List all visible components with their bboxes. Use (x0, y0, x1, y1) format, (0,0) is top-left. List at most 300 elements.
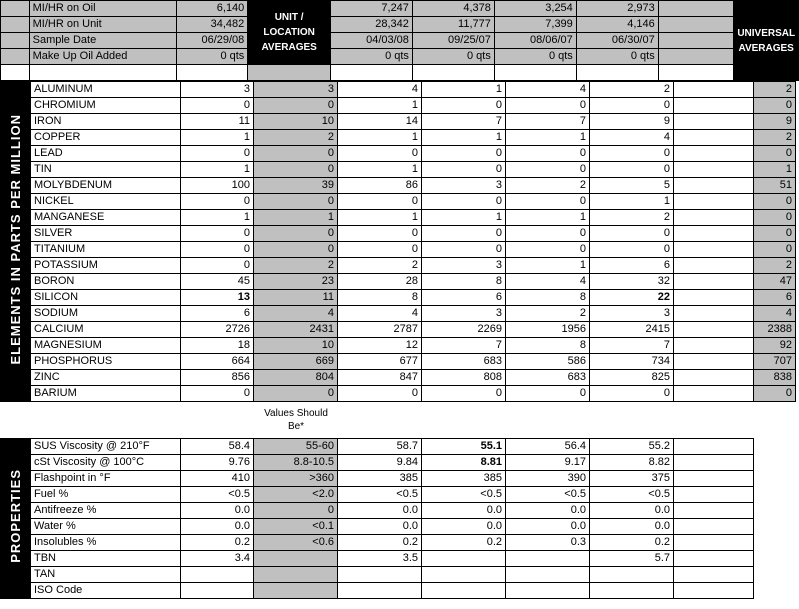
value-cell: 0 (181, 226, 254, 242)
value-cell (590, 567, 674, 583)
value-cell: 4 (506, 274, 590, 290)
table-row (1, 487, 754, 503)
value-cell: 0 (590, 146, 674, 162)
value-cell: 2 (338, 258, 422, 274)
value-cell: 0.0 (590, 503, 674, 519)
element-name: TIN (31, 162, 181, 178)
value-cell: 2,973 (576, 1, 658, 17)
value-cell: 1 (338, 98, 422, 114)
empty-cell (658, 49, 734, 65)
value-cell: 8 (506, 338, 590, 354)
universal-average-cell: 707 (754, 354, 796, 370)
unit-average-cell: 2 (254, 130, 338, 146)
value-cell: 58.7 (338, 439, 422, 455)
empty-cell (330, 65, 412, 81)
value-cell: 0 qts (176, 49, 248, 65)
universal-average-cell: 47 (754, 274, 796, 290)
element-name: NICKEL (31, 194, 181, 210)
property-name: Flashpoint in °F (31, 471, 181, 487)
unit-average-cell: 0 (254, 162, 338, 178)
side-cell (1, 49, 30, 65)
unit-average-cell: 3 (254, 82, 338, 98)
element-name: CALCIUM (31, 322, 181, 338)
value-cell: 0.0 (506, 519, 590, 535)
value-cell: 8 (506, 290, 590, 306)
value-cell: 0.0 (181, 503, 254, 519)
side-cell (1, 33, 30, 49)
universal-average-cell: 1 (754, 162, 796, 178)
table-row (1, 583, 754, 599)
value-cell: 9 (590, 114, 674, 130)
empty-cell (248, 65, 331, 81)
table-row (1, 354, 796, 370)
element-name: ALUMINUM (31, 82, 181, 98)
empty-cell (176, 65, 248, 81)
value-cell: 0 (338, 194, 422, 210)
empty-cell (674, 114, 754, 130)
value-cell: 06/29/08 (176, 33, 248, 49)
value-cell: 0 (338, 242, 422, 258)
empty-cell (1, 65, 30, 81)
value-cell: 1 (590, 194, 674, 210)
value-cell: 2415 (590, 322, 674, 338)
value-cell: 390 (506, 471, 590, 487)
universal-average-cell: 9 (754, 114, 796, 130)
should-be-cell: 0 (254, 503, 338, 519)
property-name: Water % (31, 519, 181, 535)
value-cell: 0.0 (338, 519, 422, 535)
element-name: TITANIUM (31, 242, 181, 258)
unit-average-cell: 2 (254, 258, 338, 274)
value-cell: 32 (590, 274, 674, 290)
value-cell: 4 (338, 82, 422, 98)
value-cell: 0 (422, 146, 506, 162)
value-cell (506, 551, 590, 567)
value-cell: 8 (338, 290, 422, 306)
table-row (1, 455, 754, 471)
value-cell: 0.0 (422, 519, 506, 535)
value-cell: 1 (181, 162, 254, 178)
element-name: MANGANESE (31, 210, 181, 226)
value-cell: 0 (506, 162, 590, 178)
table-row (1, 65, 799, 81)
value-cell: 7,399 (494, 17, 576, 33)
value-cell: 1 (422, 82, 506, 98)
value-cell: 0 (422, 386, 506, 402)
value-cell: 0.2 (181, 535, 254, 551)
table-row (1, 146, 796, 162)
value-cell: 55.1 (422, 439, 506, 455)
value-cell: 0 (422, 194, 506, 210)
properties-table (0, 438, 754, 599)
value-cell: 13 (181, 290, 254, 306)
table-row (1, 471, 754, 487)
table-row (1, 258, 796, 274)
empty-cell (674, 130, 754, 146)
value-cell: 0 (506, 242, 590, 258)
value-cell: 3 (181, 82, 254, 98)
element-name: SILVER (31, 226, 181, 242)
value-cell: 7 (422, 114, 506, 130)
value-cell (422, 551, 506, 567)
table-row (1, 178, 796, 194)
empty-cell (674, 82, 754, 98)
unit-average-cell: 0 (254, 98, 338, 114)
value-cell: 8.82 (590, 455, 674, 471)
table-row (1, 338, 796, 354)
table-row (1, 386, 796, 402)
element-name: POTASSIUM (31, 258, 181, 274)
should-be-cell (254, 567, 338, 583)
value-cell: 1 (506, 130, 590, 146)
empty-cell (674, 535, 754, 551)
empty-cell (674, 439, 754, 455)
value-cell: 2726 (181, 322, 254, 338)
value-cell: 7 (506, 114, 590, 130)
value-cell: 06/30/07 (576, 33, 658, 49)
property-name: TBN (31, 551, 181, 567)
value-cell: 34,482 (176, 17, 248, 33)
elements-table (0, 81, 796, 402)
empty-cell (29, 65, 176, 81)
value-cell: 1 (181, 130, 254, 146)
value-cell: 45 (181, 274, 254, 290)
table-row (1, 98, 796, 114)
table-row (1, 322, 796, 338)
unit-averages-header: UNIT / LOCATION AVERAGES (248, 1, 331, 65)
should-be-cell (254, 551, 338, 567)
table-row (1, 503, 754, 519)
table-row (1, 226, 796, 242)
value-cell: 3,254 (494, 1, 576, 17)
value-cell: 28,342 (330, 17, 412, 33)
value-cell: 04/03/08 (330, 33, 412, 49)
value-cell: 3 (422, 306, 506, 322)
value-cell: 0.2 (422, 535, 506, 551)
table-row (1, 567, 754, 583)
value-cell: 0 (422, 242, 506, 258)
empty-cell (674, 370, 754, 386)
empty-cell (674, 242, 754, 258)
empty-cell (674, 162, 754, 178)
value-cell: 1 (181, 210, 254, 226)
value-cell: 683 (422, 354, 506, 370)
empty-cell (674, 210, 754, 226)
value-cell: 5.7 (590, 551, 674, 567)
value-cell: 0.2 (338, 535, 422, 551)
unit-average-cell: 0 (254, 242, 338, 258)
unit-average-cell: 10 (254, 338, 338, 354)
value-cell: <0.5 (422, 487, 506, 503)
should-be-cell: 55-60 (254, 439, 338, 455)
empty-cell (674, 322, 754, 338)
value-cell: 375 (590, 471, 674, 487)
properties-side-text: PROPERTIES (8, 469, 23, 563)
value-cell: 0 (590, 162, 674, 178)
empty-cell (674, 258, 754, 274)
value-cell: 7,247 (330, 1, 412, 17)
universal-average-cell: 4 (754, 306, 796, 322)
value-cell: 0 (422, 226, 506, 242)
empty-cell (674, 567, 754, 583)
unit-average-cell: 4 (254, 306, 338, 322)
element-name: COPPER (31, 130, 181, 146)
value-cell: 11,777 (412, 17, 494, 33)
property-name: SUS Viscosity @ 210°F (31, 439, 181, 455)
universal-average-cell: 0 (754, 242, 796, 258)
value-cell: 0 (422, 98, 506, 114)
value-cell: 808 (422, 370, 506, 386)
table-row (1, 194, 796, 210)
empty-cell (412, 65, 494, 81)
universal-average-cell: 0 (754, 386, 796, 402)
value-cell: 0 qts (412, 49, 494, 65)
value-cell: 0 (181, 194, 254, 210)
value-cell: 8 (422, 274, 506, 290)
value-cell: 664 (181, 354, 254, 370)
value-cell: 0 (422, 162, 506, 178)
table-row (1, 130, 796, 146)
empty-cell (658, 1, 734, 17)
value-cell: 55.2 (590, 439, 674, 455)
element-name: SILICON (31, 290, 181, 306)
universal-average-cell: 2 (754, 130, 796, 146)
universal-average-cell: 6 (754, 290, 796, 306)
should-be-cell: <0.1 (254, 519, 338, 535)
table-row (1, 82, 796, 98)
value-cell: 7 (590, 338, 674, 354)
value-cell: <0.5 (506, 487, 590, 503)
empty-cell (674, 226, 754, 242)
value-cell: 586 (506, 354, 590, 370)
value-cell: 0.0 (181, 519, 254, 535)
universal-average-cell: 838 (754, 370, 796, 386)
value-cell (590, 583, 674, 599)
empty-cell (674, 274, 754, 290)
value-cell: 12 (338, 338, 422, 354)
value-cell (506, 567, 590, 583)
element-name: MAGNESIUM (31, 338, 181, 354)
value-cell: 2 (506, 306, 590, 322)
universal-average-cell: 2 (754, 258, 796, 274)
universal-average-cell: 51 (754, 178, 796, 194)
universal-average-cell: 0 (754, 194, 796, 210)
side-cell (1, 17, 30, 33)
value-cell: 4,146 (576, 17, 658, 33)
value-cell: 0 (338, 226, 422, 242)
value-cell: 4 (338, 306, 422, 322)
value-cell: 1 (422, 130, 506, 146)
value-cell: 0 (506, 386, 590, 402)
should-be-cell: <2.0 (254, 487, 338, 503)
table-row (1, 290, 796, 306)
value-cell: 3 (590, 306, 674, 322)
empty-cell (674, 471, 754, 487)
row-label: MI/HR on Oil (29, 1, 176, 17)
value-cell: 9.84 (338, 455, 422, 471)
value-cell: 1 (338, 162, 422, 178)
empty-cell (674, 519, 754, 535)
value-cell: 1 (422, 210, 506, 226)
empty-cell (658, 65, 734, 81)
value-cell: 0 qts (494, 49, 576, 65)
value-cell: 3.5 (338, 551, 422, 567)
empty-cell (674, 354, 754, 370)
value-cell: 2269 (422, 322, 506, 338)
empty-cell (658, 33, 734, 49)
universal-average-cell: 2388 (754, 322, 796, 338)
element-name: BORON (31, 274, 181, 290)
value-cell: 0 (590, 226, 674, 242)
unit-average-cell: 0 (254, 146, 338, 162)
table-row (1, 242, 796, 258)
element-name: SODIUM (31, 306, 181, 322)
element-name: LEAD (31, 146, 181, 162)
value-cell: 4 (590, 130, 674, 146)
value-cell: <0.5 (338, 487, 422, 503)
value-cell: 410 (181, 471, 254, 487)
unit-average-cell: 2431 (254, 322, 338, 338)
empty-cell (674, 194, 754, 210)
value-cell: 9.17 (506, 455, 590, 471)
property-name: Antifreeze % (31, 503, 181, 519)
value-cell: 856 (181, 370, 254, 386)
value-cell: 0 qts (576, 49, 658, 65)
property-name: cSt Viscosity @ 100°C (31, 455, 181, 471)
value-cell (422, 583, 506, 599)
empty-cell (658, 17, 734, 33)
value-cell: <0.5 (181, 487, 254, 503)
value-cell: 734 (590, 354, 674, 370)
sample-info-table (0, 0, 799, 81)
value-cell: 0 (506, 98, 590, 114)
value-cell: 86 (338, 178, 422, 194)
value-cell: 28 (338, 274, 422, 290)
value-cell: 1 (338, 210, 422, 226)
value-cell: 385 (338, 471, 422, 487)
element-name: IRON (31, 114, 181, 130)
universal-average-cell: 0 (754, 226, 796, 242)
value-cell: 0 (181, 386, 254, 402)
table-row (1, 439, 754, 455)
table-row (1, 1, 799, 17)
value-cell (338, 583, 422, 599)
universal-average-cell: 2 (754, 82, 796, 98)
unit-average-cell: 39 (254, 178, 338, 194)
value-cell: 4 (506, 82, 590, 98)
universal-average-cell: 0 (754, 210, 796, 226)
value-cell: 2 (506, 178, 590, 194)
element-name: MOLYBDENUM (31, 178, 181, 194)
value-cell: 3 (422, 258, 506, 274)
row-label: Sample Date (29, 33, 176, 49)
empty-cell (494, 65, 576, 81)
value-cell: 5 (590, 178, 674, 194)
value-cell: 22 (590, 290, 674, 306)
value-cell: 7 (422, 338, 506, 354)
value-cell: 683 (506, 370, 590, 386)
should-be-cell: >360 (254, 471, 338, 487)
value-cell: 0.2 (590, 535, 674, 551)
value-cell (506, 583, 590, 599)
value-cell: 6 (181, 306, 254, 322)
value-cell: 3 (422, 178, 506, 194)
value-cell: 0 (338, 386, 422, 402)
empty-cell (576, 65, 658, 81)
value-cell: <0.5 (590, 487, 674, 503)
value-cell: 58.4 (181, 439, 254, 455)
value-cell: 825 (590, 370, 674, 386)
table-row (1, 210, 796, 226)
value-cell: 4,378 (412, 1, 494, 17)
table-row (1, 519, 754, 535)
empty-cell (674, 338, 754, 354)
universal-averages-header: UNIVERSAL AVERAGES (734, 1, 799, 81)
unit-average-cell: 0 (254, 226, 338, 242)
universal-average-cell: 0 (754, 98, 796, 114)
should-be-cell (254, 583, 338, 599)
element-name: BARIUM (31, 386, 181, 402)
value-cell: 8.81 (422, 455, 506, 471)
value-cell: 0 (590, 386, 674, 402)
value-cell: 3.4 (181, 551, 254, 567)
value-cell: 0.0 (590, 519, 674, 535)
empty-cell (674, 551, 754, 567)
property-name: Fuel % (31, 487, 181, 503)
value-cell: 2 (590, 210, 674, 226)
unit-average-cell: 11 (254, 290, 338, 306)
value-cell: 0 (181, 242, 254, 258)
values-should-be-note: Values Should Be* (264, 408, 328, 432)
empty-cell (674, 306, 754, 322)
side-cell (1, 1, 30, 17)
property-name: Insolubles % (31, 535, 181, 551)
value-cell: 2 (590, 82, 674, 98)
should-be-cell: 8.8-10.5 (254, 455, 338, 471)
value-cell: 0.0 (338, 503, 422, 519)
empty-cell (674, 98, 754, 114)
element-name: PHOSPHORUS (31, 354, 181, 370)
table-row (1, 274, 796, 290)
table-row (1, 114, 796, 130)
value-cell: 09/25/07 (412, 33, 494, 49)
value-cell: 0 (338, 146, 422, 162)
value-cell: 677 (338, 354, 422, 370)
unit-average-cell: 10 (254, 114, 338, 130)
value-cell: 2787 (338, 322, 422, 338)
value-cell: 1 (338, 130, 422, 146)
value-cell: 1956 (506, 322, 590, 338)
value-cell (338, 567, 422, 583)
universal-average-cell: 0 (754, 146, 796, 162)
value-cell: 9.76 (181, 455, 254, 471)
table-row (1, 535, 754, 551)
value-cell: 0 (181, 146, 254, 162)
value-cell: 0 qts (330, 49, 412, 65)
table-row (1, 162, 796, 178)
value-cell: 0 (181, 258, 254, 274)
value-cell: 0 (506, 194, 590, 210)
property-name: ISO Code (31, 583, 181, 599)
value-cell: 56.4 (506, 439, 590, 455)
table-row (1, 17, 799, 33)
element-name: CHROMIUM (31, 98, 181, 114)
empty-cell (674, 290, 754, 306)
table-row (1, 551, 754, 567)
elements-side-label (1, 82, 31, 402)
empty-cell (674, 386, 754, 402)
value-cell: 11 (181, 114, 254, 130)
